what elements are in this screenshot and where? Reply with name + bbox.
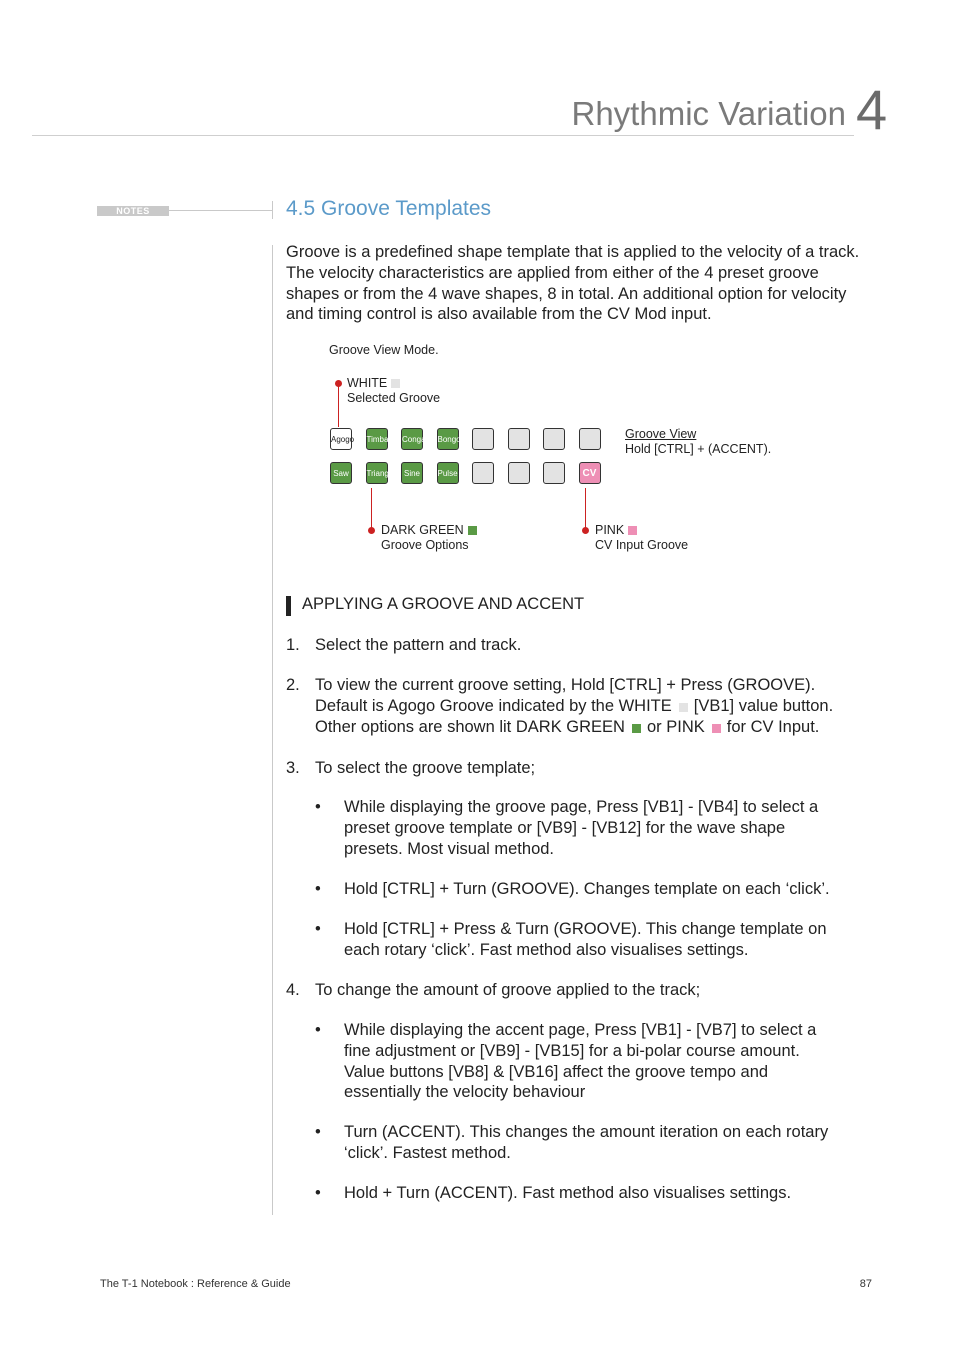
footer-title: The T-1 Notebook : Reference & Guide <box>100 1278 291 1290</box>
bullet: • <box>315 798 321 816</box>
pink-callout-desc: CV Input Groove <box>595 538 689 552</box>
pad-vb7[interactable] <box>543 428 565 450</box>
bullet-line: Hold [CTRL] + Turn (GROOVE). Changes template on each ‘click’. <box>344 880 830 898</box>
green-callout-dot <box>368 527 375 534</box>
pad-bongo[interactable]: Bongo <box>437 428 459 450</box>
bullet-line: each rotary ‘click’. Fast method also visualises settings. <box>344 940 749 959</box>
step-text <box>315 675 875 737</box>
step-text: To change the amount of groove applied to the track; <box>315 981 701 999</box>
step-fragment: for CV Input. <box>726 717 820 736</box>
pad-timbales[interactable]: Timbales <box>366 428 388 450</box>
step-number: 1. <box>286 636 300 654</box>
subsection-heading: APPLYING A GROOVE AND ACCENT <box>302 595 585 613</box>
pink-swatch <box>628 526 637 535</box>
bullet: • <box>315 1123 321 1141</box>
white-callout-desc: Selected Groove <box>347 391 441 405</box>
bullet: • <box>315 1021 321 1039</box>
bullet-line: While displaying the groove page, Press [VB1] - [VB4] to select a <box>344 798 819 816</box>
step-line: To view the current groove setting, Hold [CTRL] + Press (GROOVE). <box>315 676 816 694</box>
bullet-line: essentially the velocity behaviour <box>344 1083 586 1102</box>
green-callout-title: DARK GREEN <box>381 523 464 537</box>
step-number: 3. <box>286 759 300 777</box>
pad-vb14[interactable] <box>508 462 530 484</box>
green-swatch <box>632 724 641 733</box>
bullet-text <box>344 879 904 900</box>
bullet-text <box>344 1020 884 1103</box>
pad-saw[interactable]: Saw <box>330 462 352 484</box>
green-swatch <box>468 526 477 535</box>
bullet-text <box>344 797 884 859</box>
pad-vb6[interactable] <box>508 428 530 450</box>
bullet: • <box>315 1184 321 1202</box>
notes-rule <box>169 210 273 211</box>
pink-callout-title: PINK <box>595 523 625 537</box>
pad-pulse[interactable]: Pulse <box>437 462 459 484</box>
header-divider <box>32 135 854 136</box>
notes-tick <box>272 201 273 219</box>
bullet-text <box>344 1183 884 1204</box>
groove-view-title: Groove View <box>625 427 697 441</box>
pad-vb8[interactable] <box>579 428 601 450</box>
pad-cv[interactable]: CV <box>579 462 601 484</box>
green-callout <box>381 523 477 553</box>
bullet-text <box>344 1122 884 1164</box>
step-line <box>315 717 875 738</box>
pink-swatch <box>712 724 721 733</box>
bullet-line: Turn (ACCENT). This changes the amount iteration on each rotary <box>344 1123 829 1141</box>
notes-label: NOTES <box>97 206 169 216</box>
section-heading: 4.5 Groove Templates <box>286 197 492 220</box>
step-number: 4. <box>286 981 300 999</box>
pink-callout <box>595 523 688 553</box>
step-fragment: or PINK <box>646 717 705 736</box>
margin-divider <box>272 245 273 1215</box>
bullet-line: Value buttons [VB8] & [VB16] affect the groove tempo and <box>344 1062 769 1081</box>
white-swatch <box>391 379 400 388</box>
bullet-line: preset groove template or [VB9] - [VB12] for the wave shape <box>344 818 786 837</box>
green-callout-desc: Groove Options <box>381 538 469 552</box>
groove-view-note <box>625 427 771 457</box>
groove-pad-grid <box>330 428 605 488</box>
white-callout <box>347 376 440 406</box>
intro-paragraph: Groove is a predefined shape template that is applied to the velocity of a track. The velocity characteristics are applied from either of the 4 preset groove shapes or from the 4 wave shapes, 8 in total. An additional option for velocity and timing control is also available from the CV Mod input. <box>286 243 860 324</box>
bullet-line: presets. Most visual method. <box>344 839 555 858</box>
pad-triangle[interactable]: Triangle <box>366 462 388 484</box>
white-swatch <box>679 703 688 712</box>
pad-congas[interactable]: Congas <box>401 428 423 450</box>
pad-sine[interactable]: Sine <box>401 462 423 484</box>
white-callout-title: WHITE <box>347 376 388 390</box>
bullet-line: fine adjustment or [VB9] - [VB15] for a bi-polar course amount. <box>344 1041 800 1060</box>
page-number: 87 <box>859 1278 872 1290</box>
step-line <box>315 696 875 717</box>
bullet-line: While displaying the accent page, Press [VB1] - [VB7] to select a <box>344 1021 817 1039</box>
pad-agogo[interactable]: Agogo <box>330 428 352 450</box>
pink-callout-line <box>585 488 586 530</box>
bullet-line: ‘click’. Fastest method. <box>344 1143 511 1162</box>
bullet: • <box>315 920 321 938</box>
step-text: Select the pattern and track. <box>315 636 522 654</box>
step-fragment: [VB1] value button. <box>693 696 834 715</box>
step-fragment: Other options are shown lit DARK GREEN <box>315 717 625 736</box>
pad-vb15[interactable] <box>543 462 565 484</box>
subheading-bar <box>286 596 291 616</box>
bullet: • <box>315 880 321 898</box>
diagram-caption: Groove View Mode. <box>329 343 439 357</box>
pink-callout-dot <box>582 527 589 534</box>
white-callout-line <box>338 383 339 427</box>
chapter-number: 4 <box>856 78 888 141</box>
step-text: To select the groove template; <box>315 759 536 777</box>
bullet-line: Hold [CTRL] + Press & Turn (GROOVE). This change template on <box>344 920 827 938</box>
bullet-line: Hold + Turn (ACCENT). Fast method also visualises settings. <box>344 1184 792 1202</box>
bullet-text <box>344 919 884 961</box>
green-callout-line <box>371 488 372 530</box>
pad-vb5[interactable] <box>472 428 494 450</box>
pad-vb13[interactable] <box>472 462 494 484</box>
step-number: 2. <box>286 676 300 694</box>
chapter-title: Rhythmic Variation <box>571 95 846 132</box>
groove-view-text: Hold [CTRL] + (ACCENT). <box>625 442 772 456</box>
step-fragment: Default is Agogo Groove indicated by the WHITE <box>315 696 672 715</box>
